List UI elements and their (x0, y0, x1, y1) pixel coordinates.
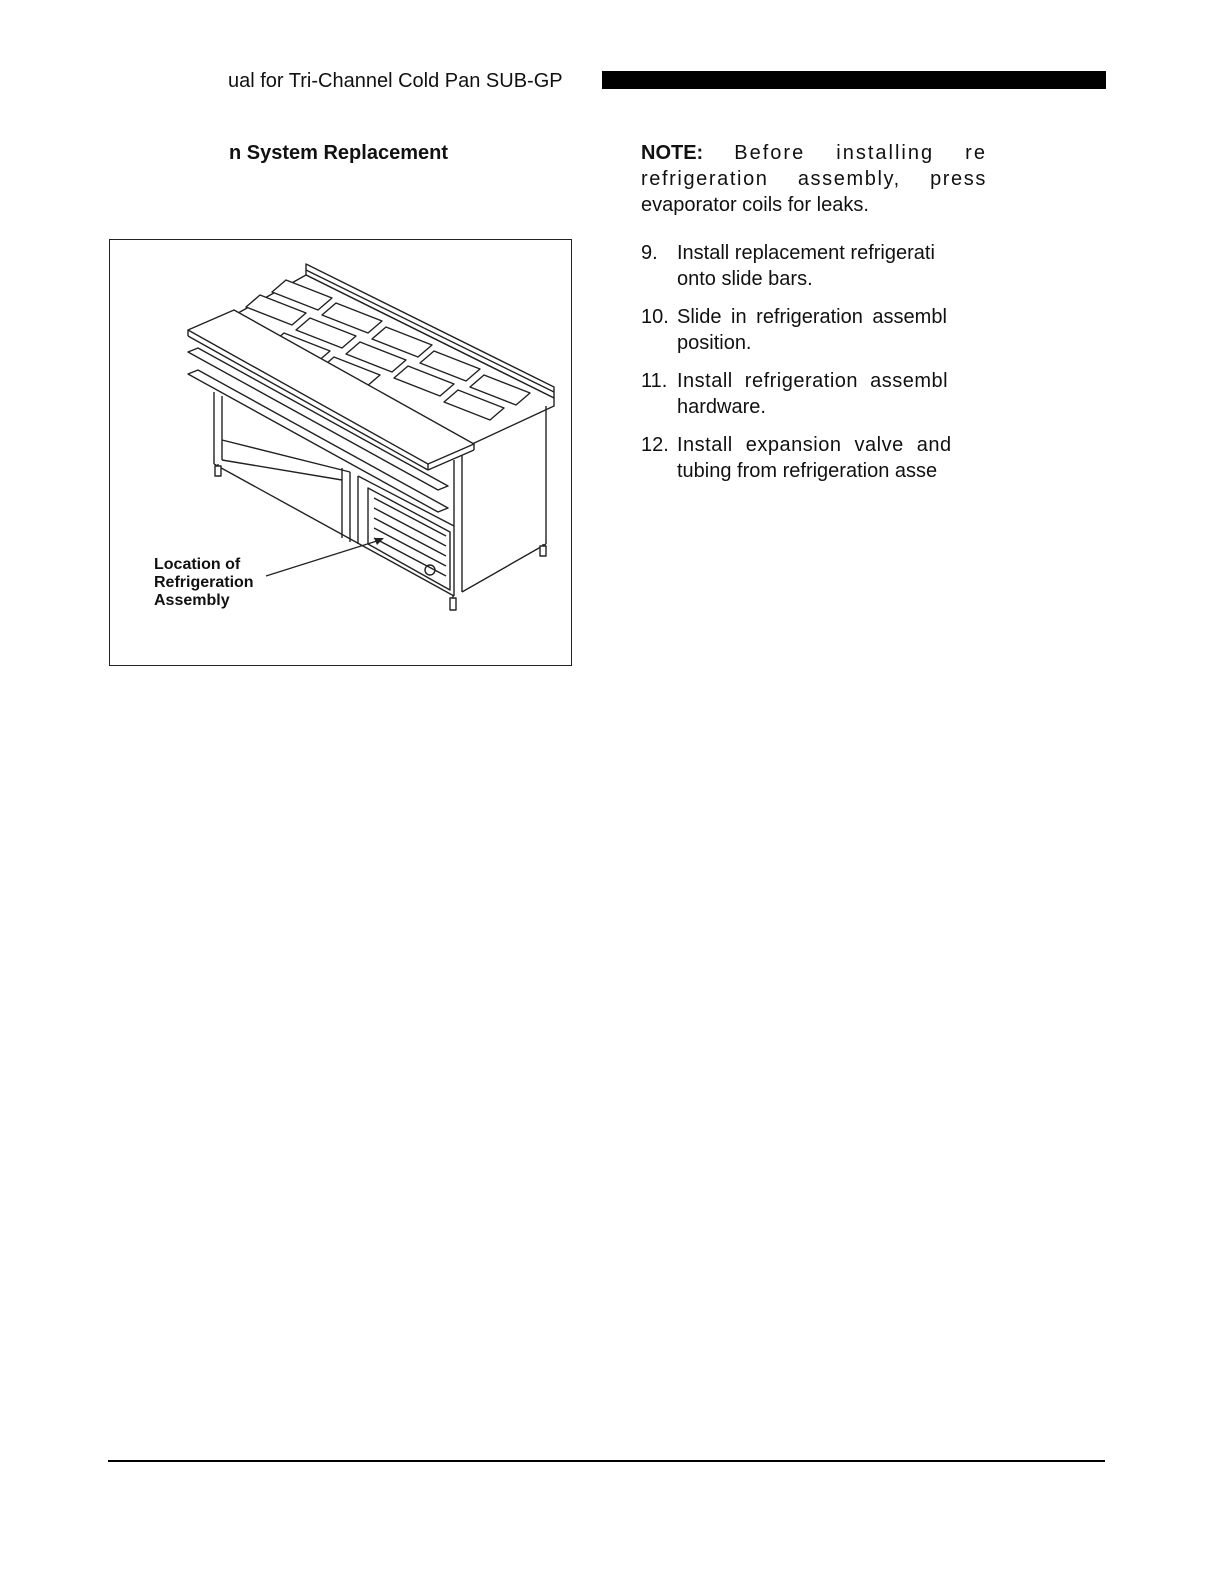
callout-line: Location of (154, 556, 241, 573)
step-item (641, 432, 986, 484)
step-text: tubing from refrigeration asse (677, 460, 938, 482)
note-block (641, 140, 987, 218)
step-text: onto slide bars. (677, 268, 813, 290)
step-number: 11. (641, 370, 668, 392)
footer-rule (108, 1460, 1105, 1462)
step-number: 10. (641, 306, 669, 328)
figure-frame (109, 239, 572, 666)
step-text: Install expansion valve and (677, 434, 952, 456)
step-number: 9. (641, 242, 658, 264)
note-word: assembly, (797, 168, 901, 190)
figure-callout-label (154, 556, 254, 610)
step-number: 12. (641, 434, 669, 456)
step-item (641, 240, 986, 292)
note-label: NOTE: (641, 142, 704, 164)
note-word: refrigeration (641, 168, 769, 190)
note-word: press (930, 168, 987, 190)
step-item (641, 304, 986, 356)
step-text: position. (677, 332, 752, 354)
header-bar (602, 71, 1106, 89)
note-word: installing (836, 142, 935, 164)
step-text: Install refrigeration assembl (677, 370, 949, 392)
running-header-title: ual for Tri-Channel Cold Pan SUB-GP (228, 70, 563, 92)
step-text: Install replacement refrigerati (677, 242, 935, 264)
note-line-2 (641, 166, 987, 192)
note-word: Before (734, 142, 806, 164)
callout-line: Assembly (154, 592, 230, 609)
note-line-1 (641, 140, 987, 166)
step-text: Slide in refrigeration assembl (677, 306, 947, 328)
step-item (641, 368, 986, 420)
note-word: re (965, 142, 987, 164)
steps-list (641, 240, 986, 496)
note-line-3: evaporator coils for leaks. (641, 194, 869, 216)
section-title: n System Replacement (229, 142, 448, 164)
step-text: hardware. (677, 396, 766, 418)
callout-line: Refrigeration (154, 574, 254, 591)
